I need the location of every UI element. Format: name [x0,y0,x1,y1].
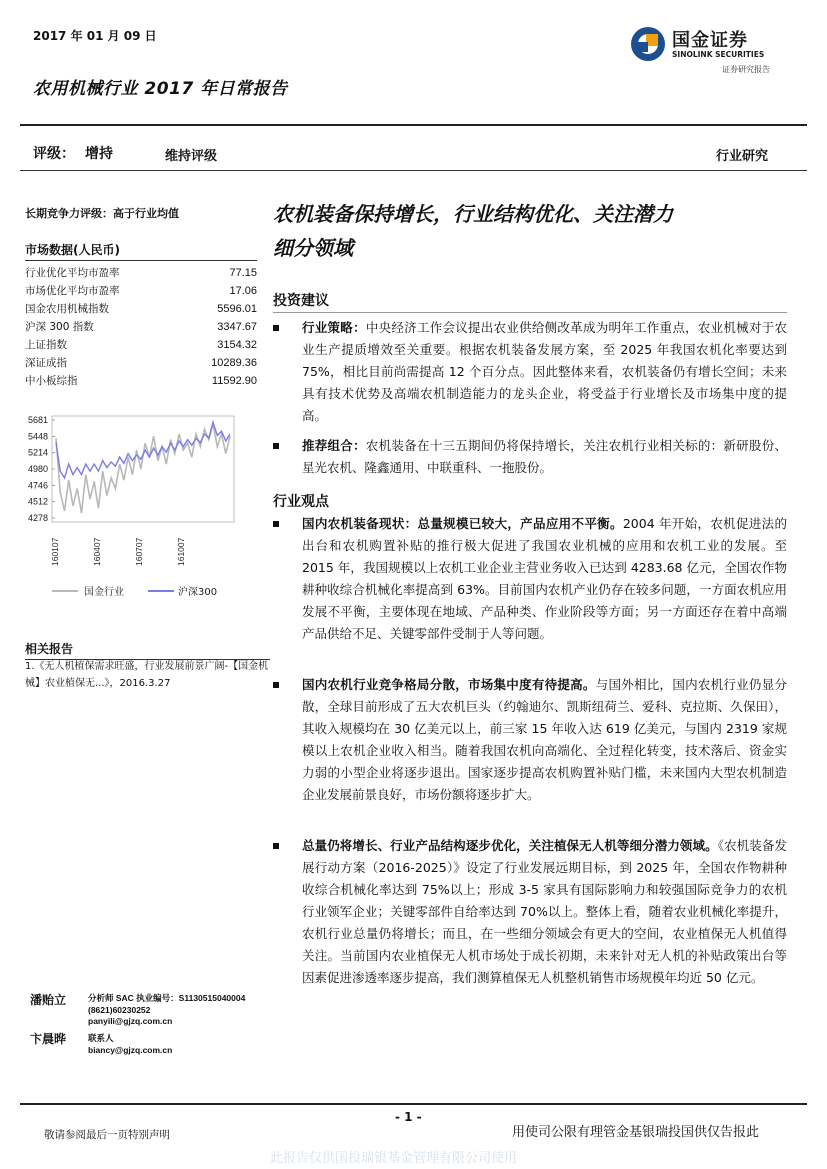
analyst-role: 分析师 SAC 执业编号：S1130515040004 [88,993,246,1003]
market-data-label: 沪深 300 指数 [25,321,94,333]
analyst-contact [88,993,245,1028]
footer-disclaimer: 敬请参阅最后一页特别声明 [44,1129,170,1141]
x-tick-label: 160707 [134,537,144,566]
market-data-row [25,264,257,282]
page-number: - 1 - [395,1110,422,1124]
market-data-label: 深证成指 [25,357,67,369]
market-data-value: 3154.32 [217,339,257,351]
contact-info [88,1033,172,1056]
y-tick-label: 4278 [27,513,48,523]
contact-role: 联系人 [88,1033,114,1043]
chart-frame [52,416,234,522]
main-title [273,197,787,265]
market-data-row [25,372,257,390]
logo-english-name: SINOLINK SECURITIES [672,50,765,59]
y-tick-label: 4746 [27,480,48,491]
footer-divider [20,1103,807,1105]
view3-paragraph [302,835,787,989]
series-line-industry [56,424,230,513]
market-data-row [25,282,257,300]
strategy-label: 行业策略： [302,320,366,335]
analyst-email[interactable]: panyili@gjzq.com.cn [88,1016,173,1026]
market-data-label: 中小板综指 [25,375,78,387]
sidebar [25,205,257,390]
logo-subtitle: 证券研究报告 [722,65,770,74]
y-tick-label: 4512 [27,496,48,507]
x-tick-label: 160107 [50,537,60,566]
analyst-name: 潘贻立 [30,993,67,1007]
view3-text: 《农机装备发展行动方案（2016-2025）》设定了行业发展远期目标，到 2025 年，全国农作物耕种收综合机械化率达到 75%以上；形成 3-5 家具有国际影响力和较强国际竞争力的农机行业领军企业；关键零部件自给率达到 70%以上。整体上看，随着农业机械化率提升，农机行业总量仍将增长；而且，在一些细分领域会有更大的空间，农业植保无人机值得关注。当前国内农业植保无人机市场处于成长初期，未来针对无人机的补贴政策出台等因素促进渗透率逐步提高，我们测算植保无人机整机销售市场规模年均近 50 亿元。 [302,838,787,985]
market-data-label: 上证指数 [25,339,67,351]
y-tick-label: 5448 [27,431,48,442]
portfolio-paragraph [302,435,787,479]
strategy-paragraph [302,317,787,427]
y-tick-label: 5681 [27,415,48,425]
strategy-text: 中央经济工作会议提出农业供给侧改革成为明年工作重点，农业机械对于农业生产提质增效至关重要。根据农机装备发展方案，至 2025 年我国农机化率要达到 75%，相比目前尚需提高 12 个百分点。因此整体来看，农机装备仍有增长空间；未来具有技术优势及高端农机制造能力的龙头企业，将受益于行业增长及市场集中度的提高。 [302,320,787,423]
section-divider [273,312,787,313]
market-data-row [25,354,257,372]
view2-text: 与国外相比，国内农机行业仍显分散，全球目前形成了五大农机巨头（约翰迪尔、凯斯纽荷兰、爱科、克拉斯、久保田），其收入规模均在 30 亿美元以上，前三家 15 年收入达 619 亿美元，与国内 2319 家规模以上农机企业收入相当。随着我国农机向高端化、全过程化转变，技术落后、资金实力弱的小型企业将逐步退出。国家逐步提高农机购置补贴门槛，未来国内大型农机制造企业发展前景良好，市场份额将逐步扩大。 [302,677,787,802]
report-date: 2017 年 01 月 09 日 [33,29,157,43]
market-data-value: 11592.90 [211,375,257,387]
related-report-item[interactable]: 1.《无人机植保需求旺盛，行业发展前景广阔-【国金机械】农业植保无...》，2016.3.27 [25,661,269,689]
market-data-value: 10289.36 [211,357,257,369]
invest-advice-title: 投资建议 [273,293,329,309]
market-data-row [25,336,257,354]
view1-paragraph [302,513,787,645]
view3-label: 总量仍将增长、行业产品结构逐步优化，关注植保无人机等细分潜力领域。 [302,838,718,853]
analyst-phone: (8621)60230252 [88,1004,151,1015]
market-data-row [25,300,257,318]
rating-label: 评级： [33,146,75,162]
view2-paragraph [302,674,787,806]
view2-label: 国内农机行业竞争格局分散，市场集中度有待提高。 [302,677,596,692]
contact-name: 卞晨晔 [30,1032,67,1046]
header-divider [20,124,807,126]
bullet-icon [273,325,279,331]
market-data-value: 17.06 [229,285,257,297]
industry-view-title: 行业观点 [273,494,329,510]
rating [33,143,123,163]
report-series-title: 农用机械行业 2017 年日常报告 [33,79,288,99]
footer-watermark: 此报告仅供国投瑞银基金管理有限公司使用 [270,1151,518,1166]
x-tick-label: 160407 [92,537,102,566]
portfolio-text: 农机装备在十三五期间仍将保持增长，关注农机行业相关标的：新研股份、星光农机、隆鑫通用、中联重科、一拖股份。 [302,438,787,475]
main-title-line1: 农机装备保持增长，行业结构优化、关注潜力 [273,202,673,226]
logo-chinese-name: 国金证券 [672,30,748,51]
bullet-icon [273,443,279,449]
report-category: 行业研究 [716,149,769,164]
contact-email[interactable]: biancy@gjzq.com.cn [88,1044,173,1055]
market-data-title: 市场数据(人民币) [25,241,257,261]
logo-mark-icon [630,26,666,62]
main-title-line2: 细分领域 [273,236,353,260]
legend-label-hs300: 沪深300 [178,587,218,598]
market-data-table [25,264,257,390]
y-tick-label: 4980 [27,463,48,474]
view1-text: 2004 年开始，农机促进法的出台和农机购置补贴的推行极大促进了我国农业机械的应用和农机工业的发展。至 2015 年，我国规模以上农机工业企业主营业务收入已达到 4283.68 亿元，全国农作物耕种收综合机械化率提高到 63%。目前国内农机产业仍存在较多问题，一方面农机应用发展不平衡，主要体现在地域、产品种类、作业阶段等方面；另一方面还存在着中高端产品供给不足、关键零部件受制于人等问题。 [302,516,787,641]
rating-value: 增持 [85,146,113,162]
market-data-label: 国金农用机械指数 [25,303,109,315]
footer-usage-notice: 用使司公限有理管金基银瑞投国供仅告报此 [512,1125,760,1140]
market-data-value: 5596.01 [217,303,257,315]
bullet-icon [273,682,279,688]
bullet-icon [273,843,279,849]
rating-maintain: 维持评级 [165,149,218,164]
market-data-label: 市场优化平均市盈率 [25,285,120,297]
y-tick-label: 5214 [27,447,48,458]
bullet-icon [273,521,279,527]
market-data-value: 77.15 [229,267,257,279]
market-data-value: 3347.67 [217,321,257,333]
market-data-label: 行业优化平均市盈率 [25,267,120,279]
market-data-row [25,318,257,336]
rating-divider [20,170,807,171]
portfolio-label: 推荐组合： [302,438,366,453]
x-tick-label: 161007 [176,537,186,566]
view1-label: 国内农机装备现状：总量规模已较大，产品应用不平衡。 [302,516,623,531]
legend-label-industry: 国金行业 [84,587,124,598]
long-term-rating: 长期竞争力评级：高于行业均值 [25,207,179,220]
related-reports-title: 相关报告 [25,640,270,660]
index-chart [22,408,258,608]
